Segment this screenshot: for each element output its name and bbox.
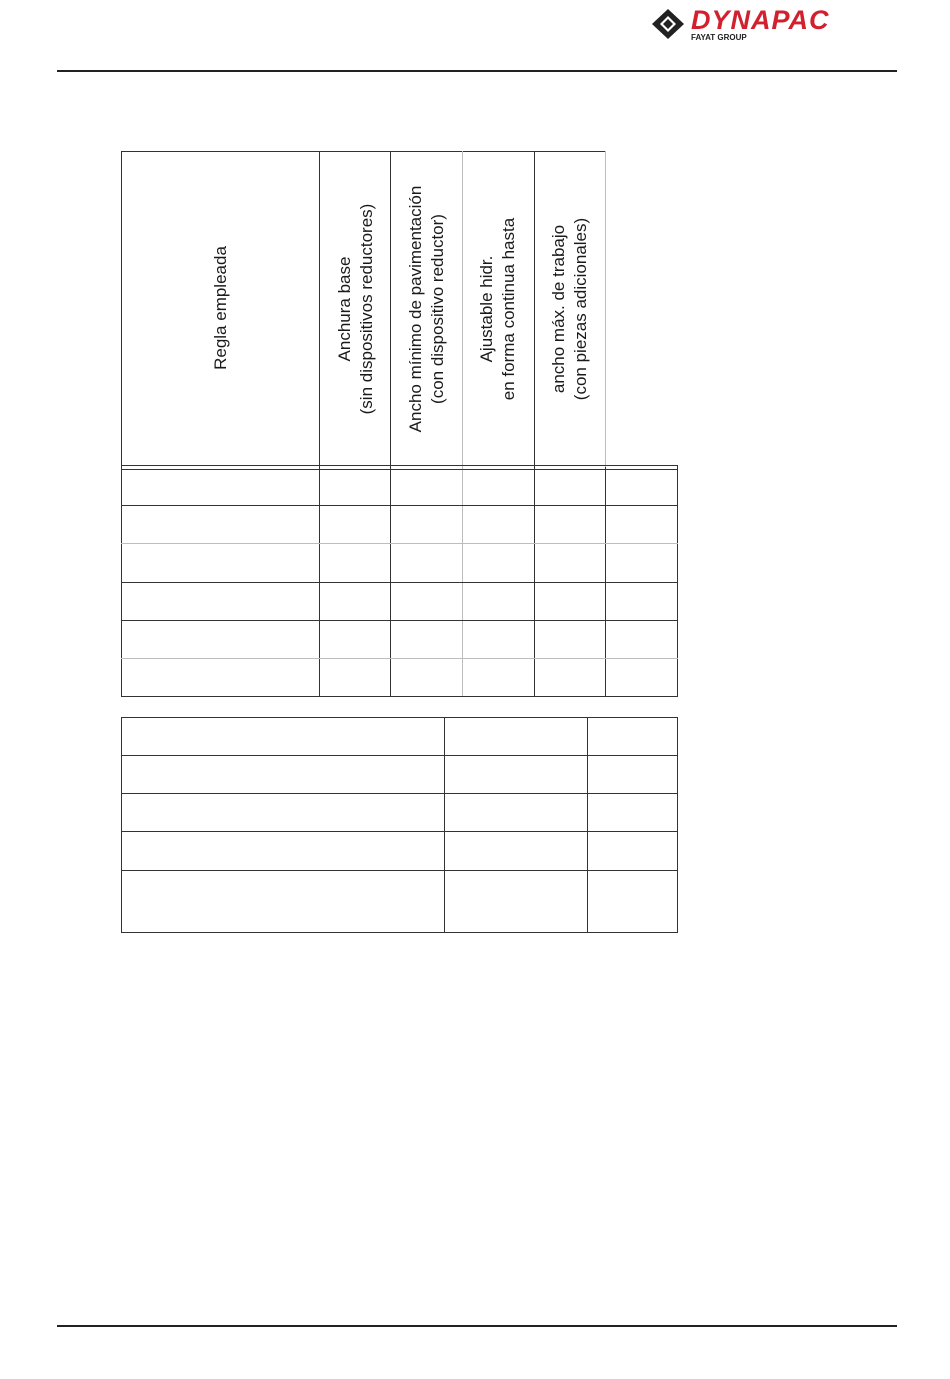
column-divider <box>605 151 606 467</box>
brand-group: FAYAT GROUP <box>691 33 747 42</box>
table-row <box>121 583 678 620</box>
header-rule <box>57 70 897 72</box>
table-row <box>121 544 678 582</box>
table-row <box>121 871 678 932</box>
header-min-paving-width: Ancho mínimo de pavimentación (con dispositivo reductor) <box>406 185 447 433</box>
table-row <box>121 794 678 831</box>
table-row <box>121 718 678 755</box>
header-extra-column <box>618 153 664 465</box>
table-row <box>121 506 678 543</box>
table-row <box>121 659 678 696</box>
header-hydraulic-adjustable: Ajustable hidr. en forma continua hasta <box>477 217 518 401</box>
table-row <box>121 832 678 870</box>
header-separator <box>121 465 678 466</box>
header-max-working-width: ancho máx. de trabajo (con piezas adicionales) <box>549 217 590 401</box>
table-row <box>121 621 678 658</box>
header-base-width: Anchura base (sin dispositivos reductores) <box>335 203 376 415</box>
table-row <box>121 756 678 793</box>
dynapac-diamond-icon <box>651 8 685 40</box>
info-table <box>121 717 678 933</box>
header-screed-used: Regla empleada <box>211 246 230 370</box>
screed-spec-table <box>121 151 678 697</box>
footer-rule <box>57 1325 897 1327</box>
table-row <box>121 470 678 505</box>
table-border-bottom <box>121 696 678 697</box>
brand-name: DYNAPAC <box>691 5 830 35</box>
table-border-bottom <box>121 932 678 933</box>
dynapac-logo <box>651 5 901 44</box>
